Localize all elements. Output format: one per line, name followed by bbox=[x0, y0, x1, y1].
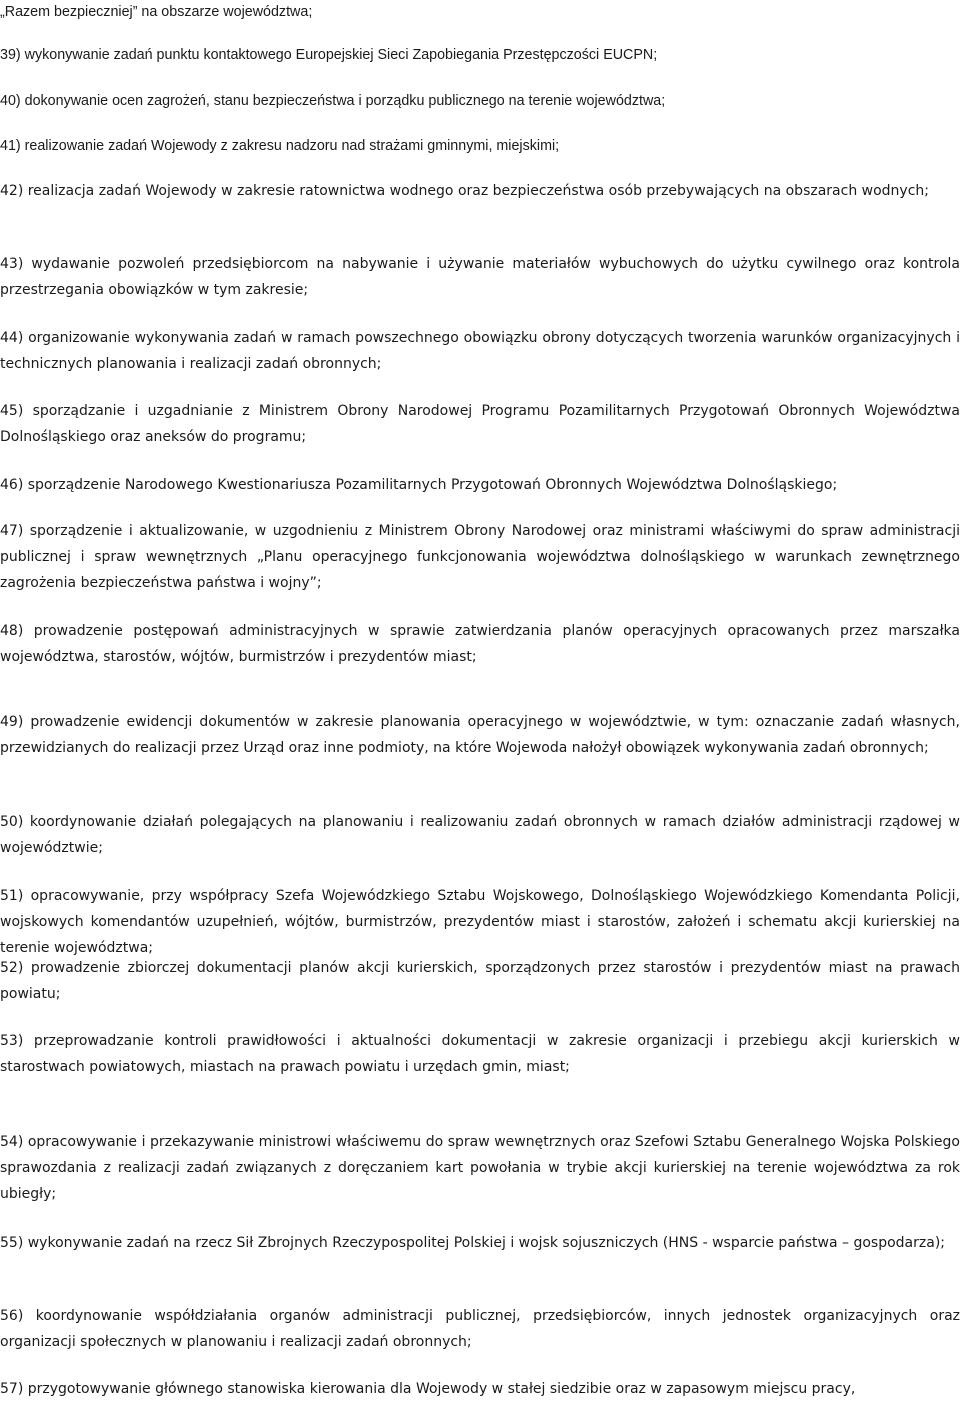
paragraph-item-54: 54) opracowywanie i przekazywanie ministrowi właściwemu do spraw wewnętrznych oraz Szefowi Sztabu Generalnego Wojska Polskiego sprawozdania z realizacji zadań związanych z doręczaniem kart powołania w trybie akcji kurierskiej na terenie województwa za rok ubiegły; bbox=[0, 1134, 960, 1202]
paragraph-item-43: 43) wydawanie pozwoleń przedsiębiorcom na nabywanie i używanie materiałów wybuchowych do użytku cywilnego oraz kontrola przestrzegania obowiązków w tym zakresie; bbox=[0, 256, 960, 298]
paragraph-item-46: 46) sporządzenie Narodowego Kwestionariusza Pozamilitarnych Przygotowań Obronnych Województwa Dolnośląskiego; bbox=[0, 477, 838, 493]
paragraph-continuation: „Razem bezpieczniej” na obszarze województwa; bbox=[0, 4, 313, 20]
paragraph-item-57: 57) przygotowywanie głównego stanowiska kierowania dla Wojewody w stałej siedzibie oraz w zapasowym miejscu pracy, bbox=[0, 1381, 856, 1397]
paragraph-item-41: 41) realizowanie zadań Wojewody z zakresu nadzoru nad strażami gminnymi, miejskimi; bbox=[0, 138, 560, 154]
paragraph-item-49: 49) prowadzenie ewidencji dokumentów w zakresie planowania operacyjnego w województwie, w tym: oznaczanie zadań własnych, przewidzianych do realizacji przez Urząd oraz inne podmioty, na które Wojewoda nałożył obowiązek wykonywania zadań obronnych; bbox=[0, 714, 960, 756]
paragraph-item-52: 52) prowadzenie zbiorczej dokumentacji planów akcji kurierskich, sporządzonych przez starostów i prezydentów miast na prawach powiatu; bbox=[0, 960, 960, 1002]
paragraph-item-47: 47) sporządzenie i aktualizowanie, w uzgodnieniu z Ministrem Obrony Narodowej oraz ministrami właściwymi do spraw administracji publicznej i spraw wewnętrznych „Planu operacyjnego funkcjonowania województwa dolnośląskiego w warunkach zewnętrznego zagrożenia bezpieczeństwa państwa i wojny”; bbox=[0, 523, 960, 591]
paragraph-item-50: 50) koordynowanie działań polegających na planowaniu i realizowaniu zadań obronnych w ramach działów administracji rządowej w województwie; bbox=[0, 814, 960, 856]
paragraph-item-53: 53) przeprowadzanie kontroli prawidłowości i aktualności dokumentacji w zakresie organizacji i przebiegu akcji kurierskich w starostwach powiatowych, miastach na prawach powiatu i urzędach gmin, miast; bbox=[0, 1033, 960, 1075]
paragraph-item-51: 51) opracowywanie, przy współpracy Szefa Wojewódzkiego Sztabu Wojskowego, Dolnośląskiego Wojewódzkiego Komendanta Policji, wojskowych komendantów uzupełnień, wójtów, burmistrzów, prezydentów miast i starostów, założeń i schematu akcji kurierskiej na terenie województwa; bbox=[0, 888, 960, 956]
paragraph-item-45: 45) sporządzanie i uzgadnianie z Ministrem Obrony Narodowej Programu Pozamilitarnych Przygotowań Obronnych Województwa Dolnośląskiego oraz aneksów do programu; bbox=[0, 403, 960, 445]
paragraph-item-42: 42) realizacja zadań Wojewody w zakresie ratownictwa wodnego oraz bezpieczeństwa osób przebywających na obszarach wodnych; bbox=[0, 183, 929, 199]
paragraph-item-56: 56) koordynowanie współdziałania organów administracji publicznej, przedsiębiorców, innych jednostek organizacyjnych oraz organizacji społecznych w planowaniu i realizacji zadań obronnych; bbox=[0, 1308, 960, 1350]
paragraph-item-40: 40) dokonywanie ocen zagrożeń, stanu bezpieczeństwa i porządku publicznego na terenie województwa; bbox=[0, 93, 666, 109]
paragraph-item-39: 39) wykonywanie zadań punktu kontaktowego Europejskiej Sieci Zapobiegania Przestępczości EUCPN; bbox=[0, 47, 658, 63]
paragraph-item-55: 55) wykonywanie zadań na rzecz Sił Zbrojnych Rzeczypospolitej Polskiej i wojsk sojuszniczych (HNS - wsparcie państwa – gospodarza); bbox=[0, 1235, 945, 1251]
paragraph-item-48: 48) prowadzenie postępowań administracyjnych w sprawie zatwierdzania planów operacyjnych opracowanych przez marszałka województwa, starostów, wójtów, burmistrzów i prezydentów miast; bbox=[0, 623, 960, 665]
paragraph-item-44: 44) organizowanie wykonywania zadań w ramach powszechnego obowiązku obrony dotyczących tworzenia warunków organizacyjnych i technicznych planowania i realizacji zadań obronnych; bbox=[0, 330, 960, 372]
